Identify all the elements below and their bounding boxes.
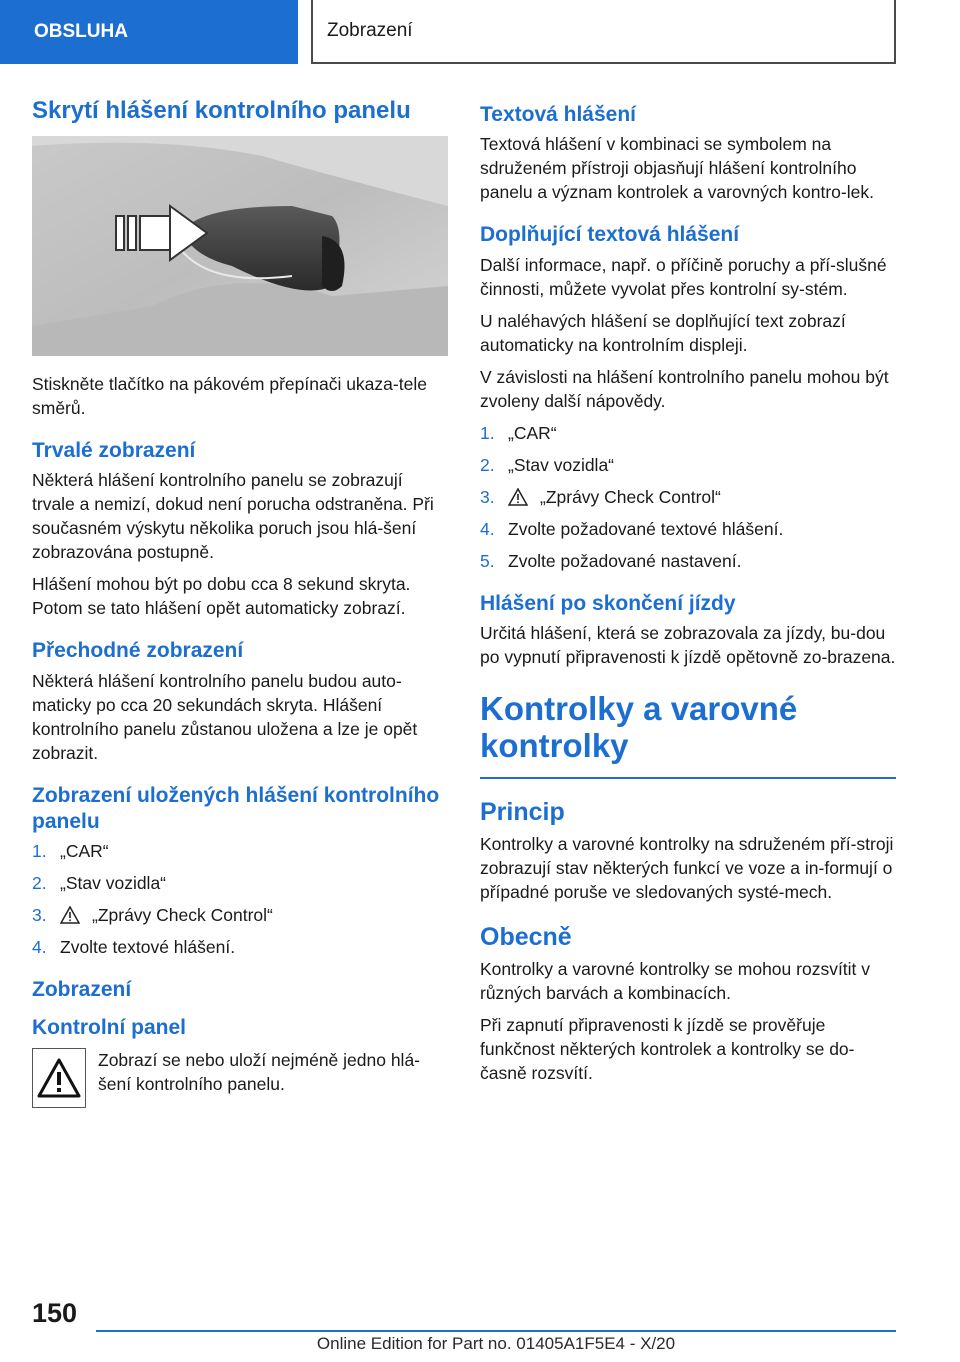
paragraph-after-drive: Určitá hlášení, která se zobrazovala za jízdy, bu-dou po vypnutí připravenosti k jízdě opětovně zo-brazena. — [480, 622, 896, 667]
paragraph-text-messages: Textová hlášení v kombinaci se symbolem na sdruženém přístroji objasňují hlášení kontrolního panelu a význam kontrolek a varovných kontro-lek. — [480, 134, 874, 203]
warning-triangle-icon — [508, 488, 528, 506]
heading-control-panel: Kontrolní panel — [32, 1016, 186, 1040]
control-panel-note — [32, 1048, 448, 1108]
right-column — [480, 96, 896, 1093]
paragraph-principle: Kontrolky a varovné kontrolky na sdruženém pří-stroji zobrazují stav některých funkcí ve voze a in-formují o případné poruše ve sledovaných systé-mech. — [480, 833, 894, 902]
list-item — [480, 485, 896, 509]
heading-stored-messages: Zobrazení uložených hlášení kontrolního panelu — [32, 783, 440, 833]
step-number: 1. — [480, 422, 495, 443]
step-text: „Zprávy Check Control“ — [92, 905, 273, 925]
step-number: 1. — [32, 841, 47, 861]
list-item — [480, 517, 896, 541]
warning-triangle-icon — [60, 906, 80, 924]
list-item — [32, 903, 448, 927]
heading-display: Zobrazení — [32, 978, 132, 1001]
stored-messages-steps — [32, 839, 448, 959]
paragraph-extra-3: V závislosti na hlášení kontrolního panelu mohou být zvoleny další nápovědy. — [480, 366, 889, 411]
list-item — [32, 935, 448, 959]
list-item — [32, 839, 448, 863]
step-number: 2. — [480, 454, 495, 475]
heading-extra-text: Doplňující textová hlášení — [480, 223, 740, 247]
paragraph-permanent-2: Hlášení mohou být po dobu cca 8 sekund skryta. Potom se tato hlášení opět automaticky zobrazí. — [32, 574, 411, 619]
step-number: 4. — [480, 518, 495, 539]
heading-permanent-display: Trvalé zobrazení — [32, 439, 196, 462]
heading-indicator-lights: Kontrolky a varovné kontrolky — [480, 689, 798, 764]
heading-general: Obecně — [480, 922, 572, 951]
step-text: Zvolte textové hlášení. — [60, 937, 236, 957]
step-text: Zvolte požadované textové hlášení. — [508, 518, 784, 539]
list-item — [480, 453, 896, 477]
heading-text-messages: Textová hlášení — [480, 103, 637, 126]
paragraph-general-1: Kontrolky a varovné kontrolky se mohou rozsvítit v různých barvách a kombinacích. — [480, 959, 871, 1004]
paragraph-extra-2: U naléhavých hlášení se doplňující text zobrazí automaticky na kontrolním displeji. — [480, 310, 846, 355]
header-chapter-label: Zobrazení — [327, 20, 413, 41]
paragraph-note: Zobrazí se nebo uloží nejméně jedno hlá-šení kontrolního panelu. — [98, 1049, 421, 1094]
step-number: 2. — [32, 873, 47, 893]
heading-hide-messages: Skrytí hlášení kontrolního panelu — [32, 97, 411, 124]
step-number: 4. — [32, 937, 47, 957]
paragraph-permanent-1: Některá hlášení kontrolního panelu se zobrazují trvale a nemizí, dokud není porucha odstraněna. Při současném výskytu několika poruch jsou hlá-šení zobrazována postupně. — [32, 470, 434, 563]
left-column — [32, 96, 448, 1108]
paragraph-temporary: Některá hlášení kontrolního panelu budou auto-maticky po cca 20 sekundách skryta. Hlášení kontrolního panelu zůstanou uložena a lze je opět zobrazit. — [32, 670, 418, 763]
step-number: 5. — [480, 550, 495, 571]
step-text: „CAR“ — [60, 841, 109, 861]
page-number: 150 — [32, 1298, 78, 1328]
step-number: 3. — [480, 486, 495, 507]
step-text: „Stav vozidla“ — [60, 873, 167, 893]
list-item — [32, 871, 448, 895]
list-item — [480, 549, 896, 573]
turn-signal-lever-photo — [32, 136, 448, 356]
heading-after-drive: Hlášení po skončení jízdy — [480, 591, 736, 615]
paragraph-press-button: Stiskněte tlačítko na pákovém přepínači ukaza-tele směrů. — [32, 374, 427, 418]
extra-text-steps — [480, 421, 896, 573]
heading-temporary-display: Přechodné zobrazení — [32, 639, 244, 663]
step-text: „Zprávy Check Control“ — [540, 486, 721, 507]
heading-rule — [480, 777, 896, 779]
footer-rule — [96, 1330, 896, 1332]
paragraph-extra-1: Další informace, např. o příčině poruchy a pří-slušné činnosti, můžete vyvolat přes kontrolní sy-stém. — [480, 254, 887, 299]
header-section — [0, 0, 298, 64]
footer-edition: Online Edition for Part no. 01405A1F5E4 - X/20 — [316, 1334, 676, 1353]
step-text: „Stav vozidla“ — [508, 454, 615, 475]
list-item — [480, 421, 896, 445]
step-number: 3. — [32, 905, 47, 925]
step-text: „CAR“ — [508, 422, 557, 443]
step-text: Zvolte požadované nastavení. — [508, 550, 742, 571]
heading-principle: Princip — [480, 797, 565, 826]
header-chapter — [311, 0, 896, 64]
warning-triangle-icon — [32, 1048, 86, 1108]
header-section-label: OBSLUHA — [34, 21, 128, 42]
paragraph-general-2: Při zapnutí připravenosti k jízdě se prověřuje funkčnost některých kontrolek a kontrolky se do-časně rozsvítí. — [480, 1015, 855, 1084]
